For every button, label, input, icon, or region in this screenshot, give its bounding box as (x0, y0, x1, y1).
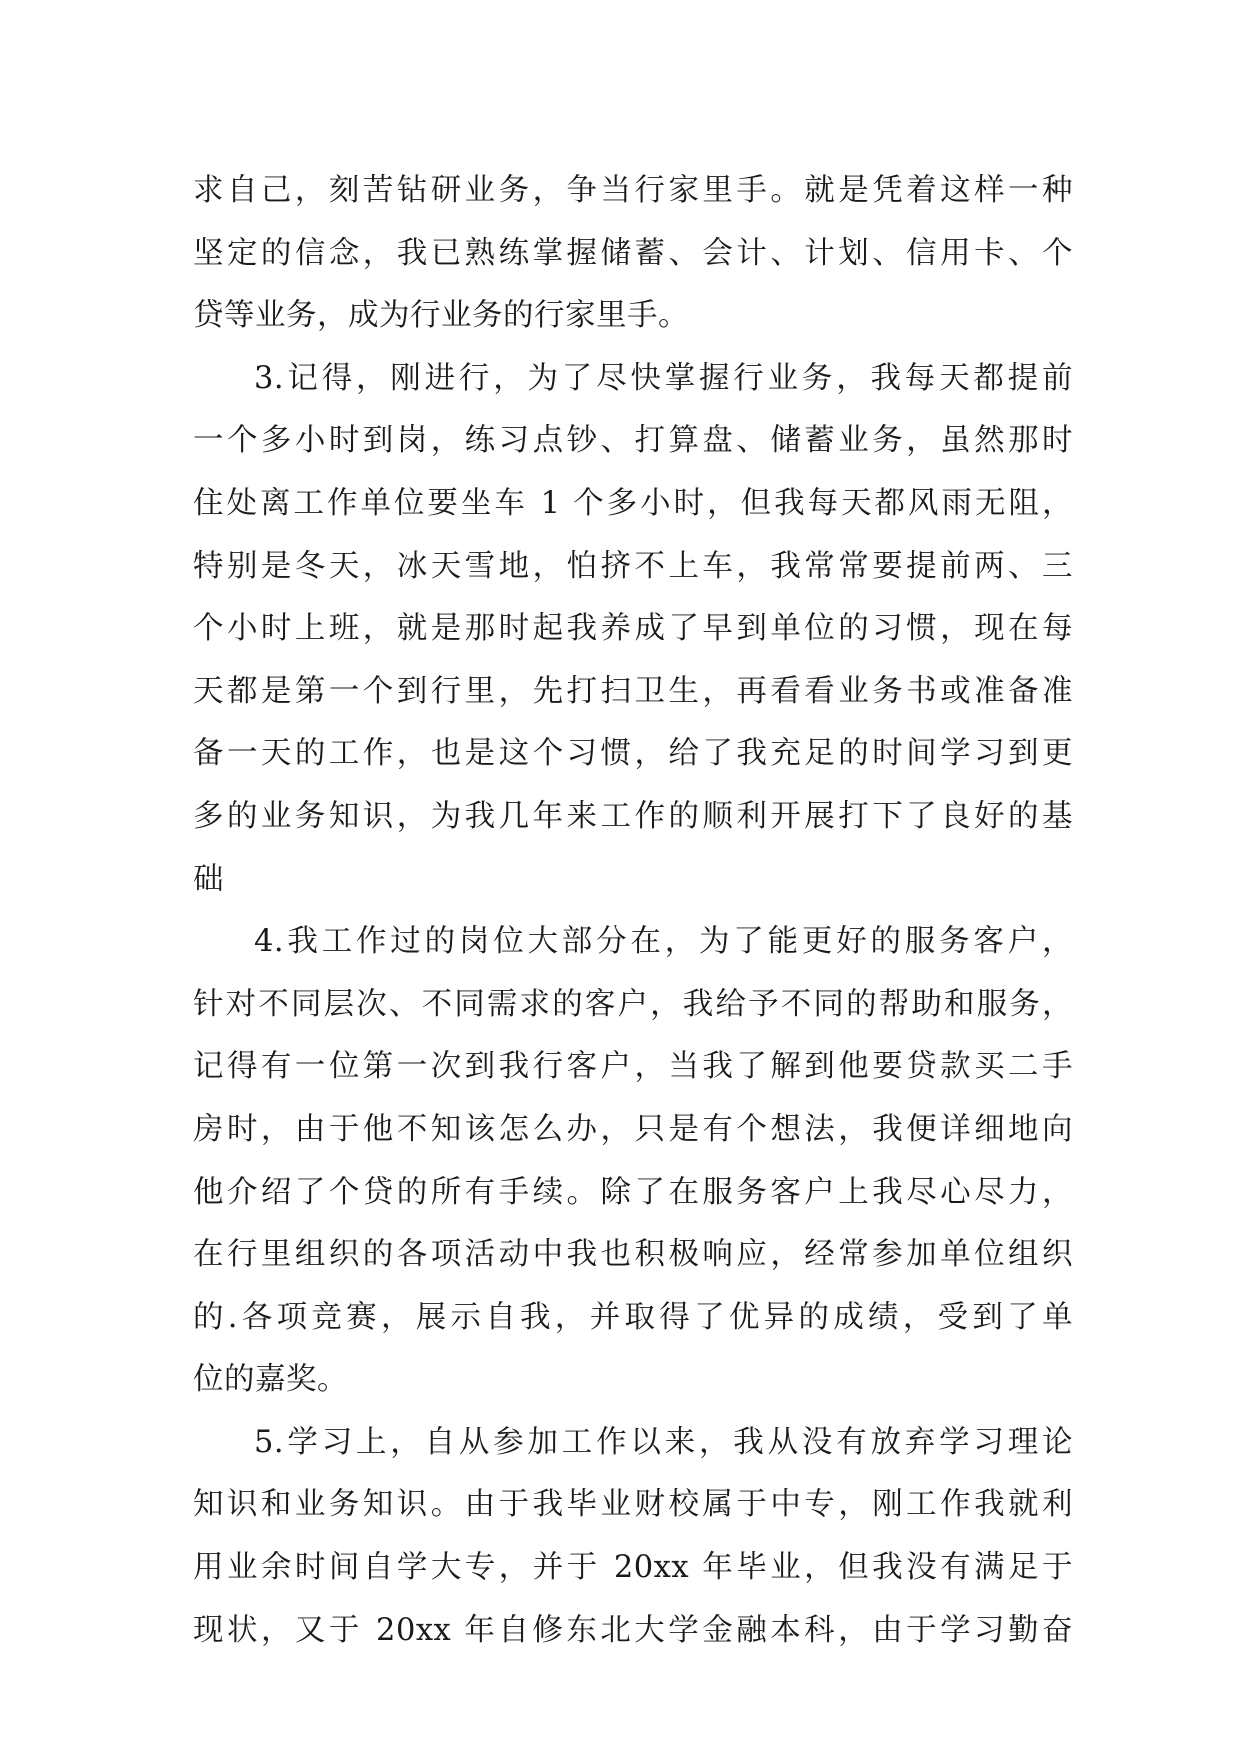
text-line: 用业余时间自学大专，并于 20xx 年毕业，但我没有满足于 (193, 1550, 1073, 1586)
text-line: 一个多小时到岗，练习点钞、打算盘、储蓄业务，虽然那时 (193, 423, 1073, 459)
text-line: 础 (193, 861, 224, 897)
text-line: 天都是第一个到行里，先打扫卫生，再看看业务书或准备准 (193, 673, 1073, 709)
text-line: 特别是冬天，冰天雪地，怕挤不上车，我常常要提前两、三 (193, 548, 1073, 584)
text-line: 多的业务知识，为我几年来工作的顺利开展打下了良好的基 (193, 798, 1073, 834)
paragraph-start-line: 4.我工作过的岗位大部分在，为了能更好的服务客户， (254, 924, 1073, 960)
text-line: 个小时上班，就是那时起我养成了早到单位的习惯，现在每 (193, 611, 1073, 647)
text-line: 求自己，刻苦钻研业务，争当行家里手。就是凭着这样一种 (193, 173, 1073, 208)
text-line: 在行里组织的各项活动中我也积极响应，经常参加单位组织 (193, 1237, 1073, 1273)
paragraph-start-line: 3.记得，刚进行，为了尽快掌握行业务，我每天都提前 (254, 360, 1073, 396)
text-line: 的.各项竞赛，展示自我，并取得了优异的成绩，受到了单 (193, 1299, 1073, 1335)
text-line: 备一天的工作，也是这个习惯，给了我充足的时间学习到更 (193, 736, 1073, 772)
text-line: 坚定的信念，我已熟练掌握储蓄、会计、计划、信用卡、个 (193, 235, 1073, 271)
text-line: 住处离工作单位要坐车 1 个多小时，但我每天都风雨无阻， (193, 485, 1073, 521)
text-line: 他介绍了个贷的所有手续。除了在服务客户上我尽心尽力， (193, 1174, 1073, 1210)
text-line: 贷等业务，成为行业务的行家里手。 (193, 298, 689, 334)
text-line: 位的嘉奖。 (193, 1362, 348, 1398)
text-line: 记得有一位第一次到我行客户，当我了解到他要贷款买二手 (193, 1049, 1073, 1085)
paragraph-start-line: 5.学习上，自从参加工作以来，我从没有放弃学习理论 (254, 1424, 1073, 1460)
text-line: 知识和业务知识。由于我毕业财校属于中专，刚工作我就利 (193, 1487, 1073, 1523)
body-text (193, 160, 1073, 1662)
text-line: 针对不同层次、不同需求的客户，我给予不同的帮助和服务， (193, 986, 1073, 1022)
text-line: 现状，又于 20xx 年自修东北大学金融本科，由于学习勤奋 (193, 1612, 1073, 1648)
text-line: 房时，由于他不知该怎么办，只是有个想法，我便详细地向 (193, 1111, 1073, 1147)
